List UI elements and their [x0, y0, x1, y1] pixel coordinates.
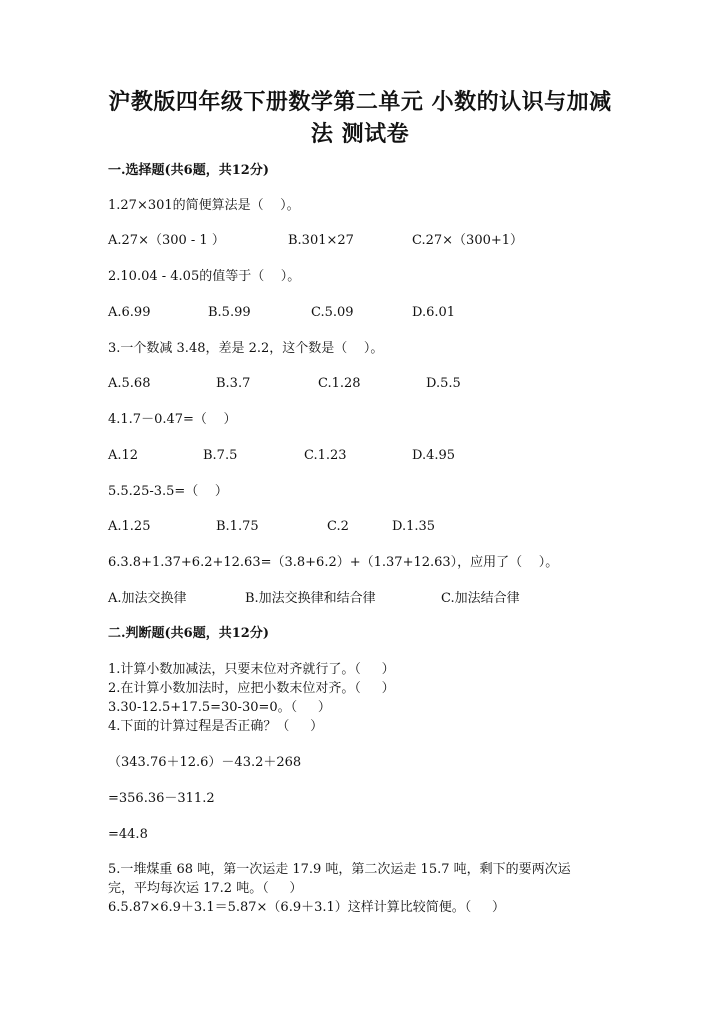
- question-option: C.1.23: [304, 448, 347, 463]
- judgment-line: 3.30-12.5+17.5=30-30=0。（ ）: [108, 700, 331, 715]
- question-option: B.301×27: [288, 233, 354, 248]
- calc-line: =356.36－311.2: [108, 791, 215, 806]
- question-option: D.4.95: [412, 448, 456, 463]
- question-option: A.27×（300 - 1 ）: [108, 233, 225, 248]
- question-option: C.27×（300+1）: [412, 233, 524, 248]
- calc-line: =44.8: [108, 827, 148, 842]
- title-line-2: 法 测试卷: [310, 121, 410, 147]
- question-option: A.1.25: [108, 519, 151, 534]
- question-option: B.1.75: [216, 519, 259, 534]
- judgment-line: 2.在计算小数加法时，应把小数末位对齐。（ ）: [108, 681, 395, 696]
- judgment-line: 4.下面的计算过程是否正确？（ ）: [108, 719, 324, 734]
- question-option: A.6.99: [108, 305, 151, 320]
- judgment-line: 1.计算小数加减法，只要末位对齐就行了。（ ）: [108, 662, 395, 677]
- question-option: C.5.09: [311, 305, 354, 320]
- question-stem: 3.一个数减 3.48，差是 2.2，这个数是（ ）。: [108, 341, 384, 356]
- question-option: A.加法交换律: [108, 591, 187, 606]
- question-option: B.7.5: [203, 448, 238, 463]
- question-stem: 2.10.04 - 4.05的值等于（ ）。: [108, 269, 301, 284]
- judgment-line: 6.5.87×6.9＋3.1＝5.87×（6.9＋3.1）这样计算比较简便。（ ）: [108, 900, 505, 915]
- question-option: B.加法交换律和结合律: [245, 591, 376, 606]
- judgment-line: 5.一堆煤重 68 吨，第一次运走 17.9 吨，第二次运走 15.7 吨，剩下的要两次运: [108, 862, 571, 877]
- question-option: A.5.68: [108, 376, 151, 391]
- question-stem: 5.5.25-3.5=（ ）: [108, 484, 228, 499]
- judgment-line: 完，平均每次运 17.2 吨。（ ）: [108, 881, 303, 896]
- question-option: C.2: [327, 519, 349, 534]
- section-heading-judgment: 二.判断题(共6题，共12分): [108, 626, 269, 641]
- question-option: C.加法结合律: [441, 591, 520, 606]
- page-title: [100, 86, 620, 150]
- question-option: B.3.7: [216, 376, 251, 391]
- question-option: D.1.35: [392, 519, 436, 534]
- calc-line: （343.76＋12.6）－43.2＋268: [108, 755, 302, 770]
- question-option: C.1.28: [318, 376, 361, 391]
- question-stem: 6.3.8+1.37+6.2+12.63=（3.8+6.2）+（1.37+12.63），应用了（ ）。: [108, 555, 559, 570]
- title-line-1: 沪教版四年级下册数学第二单元 小数的认识与加减: [108, 89, 612, 115]
- question-option: D.6.01: [412, 305, 456, 320]
- question-option: D.5.5: [426, 376, 461, 391]
- question-option: B.5.99: [208, 305, 251, 320]
- section-heading-choice: 一.选择题(共6题，共12分): [108, 163, 269, 178]
- question-stem: 1.27×301的简便算法是（ ）。: [108, 198, 300, 213]
- question-stem: 4.1.7－0.47=（ ）: [108, 412, 237, 427]
- question-option: A.12: [108, 448, 139, 463]
